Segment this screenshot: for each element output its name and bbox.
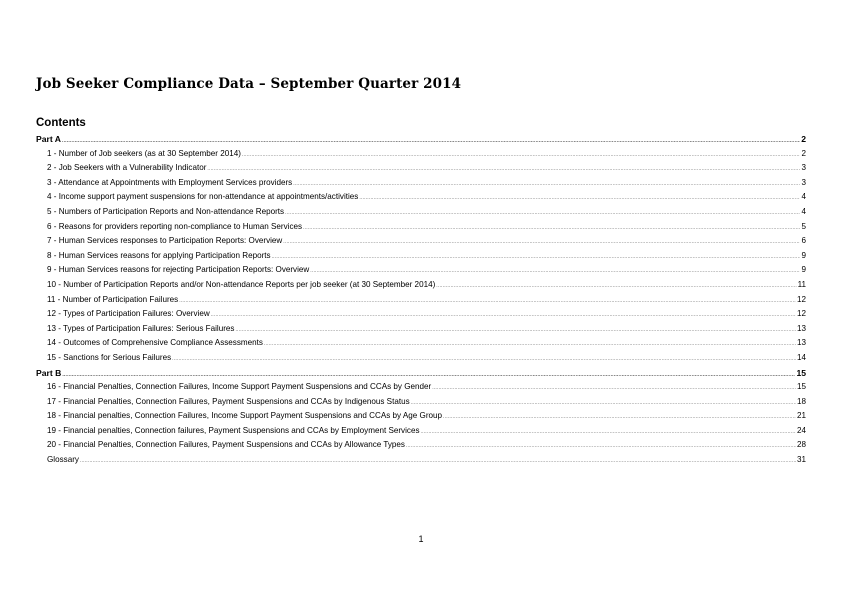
toc-entry[interactable] (36, 453, 806, 468)
toc-entry-label[interactable]: 11 - Number of Participation Failures (47, 294, 179, 304)
toc-leader-dots (211, 313, 796, 318)
toc-entry-page[interactable]: 5 (801, 221, 806, 231)
toc-leader-dots (285, 211, 800, 216)
toc-leader-dots (293, 182, 800, 187)
toc-entry-page[interactable]: 3 (801, 177, 806, 187)
toc-entry-label[interactable]: 1 - Number of Job seekers (as at 30 September 2014) (47, 148, 241, 158)
toc-entry-label[interactable]: 19 - Financial penalties, Connection failures, Payment Suspensions and CCAs by Employment Services (47, 425, 420, 435)
toc-entry[interactable] (36, 190, 806, 205)
toc-entry[interactable] (36, 176, 806, 191)
toc-leader-dots (80, 459, 796, 464)
toc-entry[interactable] (36, 161, 806, 176)
toc-leader-dots (235, 328, 796, 333)
toc-leader-dots (62, 373, 795, 378)
toc-entry-page[interactable]: 15 (796, 367, 806, 378)
toc-entry-page[interactable]: 4 (801, 192, 806, 202)
toc-entry-label[interactable]: 10 - Number of Participation Reports and/or Non-attendance Reports per job seeker (at 30 September 2014) (47, 279, 436, 289)
toc-leader-dots (179, 299, 796, 304)
toc-entry-page[interactable]: 4 (801, 206, 806, 216)
toc-entry[interactable] (36, 278, 806, 293)
toc-leader-dots (207, 167, 800, 172)
toc-entry[interactable] (36, 249, 806, 264)
toc-entry-page[interactable]: 15 (796, 382, 806, 392)
toc-leader-dots (406, 444, 796, 449)
toc-entry-page[interactable]: 13 (796, 338, 806, 348)
toc-entry-label[interactable]: 12 - Types of Participation Failures: Overview (47, 309, 210, 319)
toc-entry[interactable] (36, 307, 806, 322)
toc-leader-dots (283, 240, 800, 245)
toc-leader-dots (303, 226, 800, 231)
toc-entry-page[interactable]: 13 (796, 323, 806, 333)
toc-entry-label[interactable]: 3 - Attendance at Appointments with Employment Services providers (47, 177, 293, 187)
toc-entry[interactable] (36, 380, 806, 395)
toc-entry-page[interactable]: 2 (801, 134, 806, 144)
toc-part-heading[interactable] (36, 132, 806, 147)
toc-entry-label[interactable]: 6 - Reasons for providers reporting non-compliance to Human Services (47, 221, 303, 231)
toc-entry-page[interactable]: 12 (796, 309, 806, 319)
document-title: Job Seeker Compliance Data – September Quarter 2014 (36, 76, 462, 92)
toc-entry-page[interactable]: 9 (801, 265, 806, 275)
toc-leader-dots (264, 342, 796, 347)
toc-leader-dots (272, 255, 801, 260)
toc-leader-dots (62, 139, 800, 144)
toc-leader-dots (242, 153, 801, 158)
toc-entry-label[interactable]: 8 - Human Services reasons for applying Participation Reports (47, 250, 271, 260)
toc-leader-dots (310, 269, 800, 274)
toc-heading: Contents (36, 117, 86, 129)
toc-entry-page[interactable]: 31 (796, 455, 806, 465)
toc-entry[interactable] (36, 220, 806, 235)
toc-entry-label[interactable]: 16 - Financial Penalties, Connection Failures, Income Support Payment Suspensions and CCAs by Gender (47, 382, 432, 392)
toc-entry[interactable] (36, 234, 806, 249)
toc-entry-page[interactable]: 12 (796, 294, 806, 304)
toc-part-heading[interactable] (36, 366, 806, 381)
table-of-contents (36, 132, 806, 468)
toc-entry-label[interactable]: 2 - Job Seekers with a Vulnerability Indicator (47, 163, 207, 173)
page-number: 1 (418, 534, 424, 544)
toc-entry-page[interactable]: 24 (796, 425, 806, 435)
toc-entry-label[interactable]: 9 - Human Services reasons for rejecting Participation Reports: Overview (47, 265, 310, 275)
toc-entry-label[interactable]: 4 - Income support payment suspensions for non-attendance at appointments/activities (47, 192, 359, 202)
toc-entry[interactable] (36, 395, 806, 410)
toc-entry-page[interactable]: 18 (796, 396, 806, 406)
toc-leader-dots (359, 196, 800, 201)
toc-entry-page[interactable]: 11 (797, 279, 806, 289)
toc-entry[interactable] (36, 147, 806, 162)
toc-entry-label[interactable]: 14 - Outcomes of Comprehensive Compliance Assessments (47, 338, 263, 348)
toc-leader-dots (443, 415, 796, 420)
toc-entry[interactable] (36, 293, 806, 308)
toc-entry-label[interactable]: Glossary (47, 455, 79, 465)
toc-leader-dots (411, 401, 796, 406)
toc-entry-page[interactable]: 6 (801, 236, 806, 246)
toc-entry-label[interactable]: 18 - Financial penalties, Connection Failures, Income Support Payment Suspensions and CCAs by Age Group (47, 411, 443, 421)
toc-leader-dots (421, 430, 796, 435)
toc-entry-page[interactable]: 3 (801, 163, 806, 173)
toc-entry-page[interactable]: 2 (801, 148, 806, 158)
toc-entry-page[interactable]: 21 (796, 411, 806, 421)
toc-leader-dots (436, 284, 796, 289)
toc-entry[interactable] (36, 322, 806, 337)
toc-entry[interactable] (36, 205, 806, 220)
toc-entry-label[interactable]: Part B (36, 367, 62, 378)
toc-entry-label[interactable]: 13 - Types of Participation Failures: Serious Failures (47, 323, 235, 333)
toc-entry-label[interactable]: 20 - Financial Penalties, Connection Failures, Payment Suspensions and CCAs by Allowance Types (47, 440, 405, 450)
toc-entry[interactable] (36, 438, 806, 453)
toc-entry-page[interactable]: 28 (796, 440, 806, 450)
toc-entry-label[interactable]: 5 - Numbers of Participation Reports and Non-attendance Reports (47, 206, 285, 216)
toc-entry-page[interactable]: 9 (801, 250, 806, 260)
toc-entry[interactable] (36, 409, 806, 424)
toc-entry[interactable] (36, 263, 806, 278)
toc-entry-label[interactable]: 17 - Financial Penalties, Connection Failures, Payment Suspensions and CCAs by Indigenous Status (47, 396, 410, 406)
toc-entry-label[interactable]: 15 - Sanctions for Serious Failures (47, 352, 172, 362)
toc-entry-label[interactable]: Part A (36, 134, 61, 144)
toc-leader-dots (432, 386, 796, 391)
toc-leader-dots (172, 357, 796, 362)
toc-entry[interactable] (36, 424, 806, 439)
toc-entry-page[interactable]: 14 (796, 352, 806, 362)
toc-entry[interactable] (36, 351, 806, 366)
toc-entry-label[interactable]: 7 - Human Services responses to Participation Reports: Overview (47, 236, 283, 246)
toc-entry[interactable] (36, 336, 806, 351)
